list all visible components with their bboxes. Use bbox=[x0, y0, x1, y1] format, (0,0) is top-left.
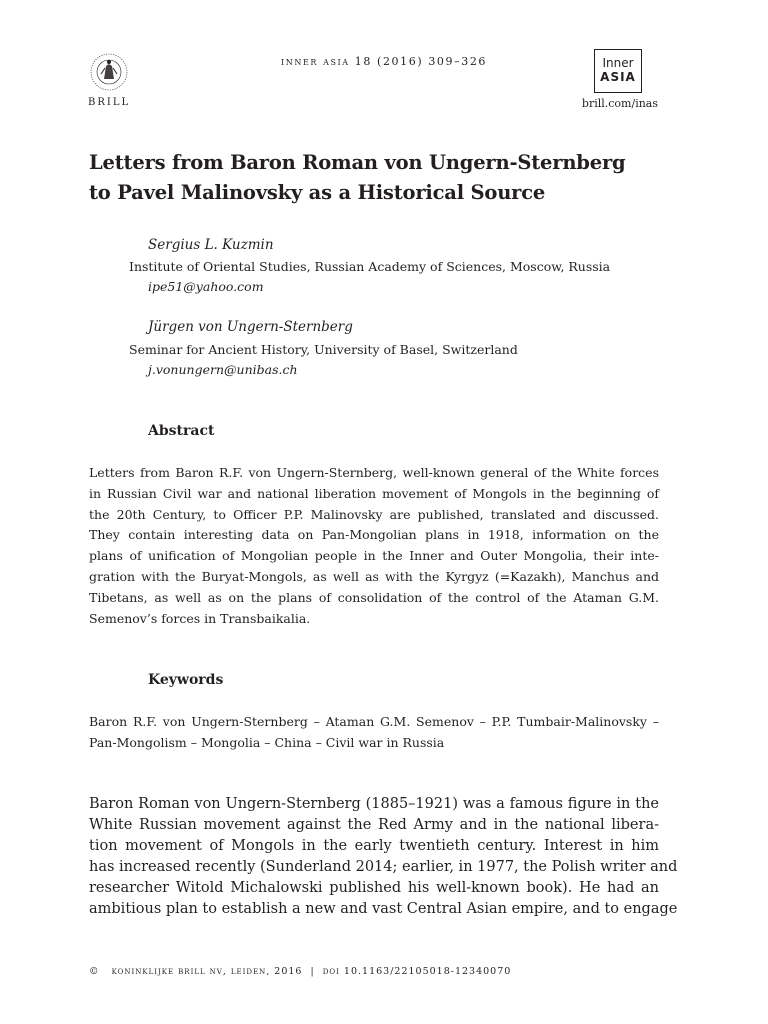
article-title bbox=[89, 148, 669, 208]
body-line: ambitious plan to establish a new and vast Central Asian empire, and to engage bbox=[89, 901, 678, 917]
publisher-name: BRILL bbox=[88, 97, 131, 108]
abstract-line: plans of unification of Mongolian people in the Inner and Outer Mongolia, their inte- bbox=[89, 548, 659, 564]
abstract-heading: Abstract bbox=[148, 423, 215, 439]
keywords-text bbox=[89, 712, 659, 754]
body-line: researcher Witold Michalowski published his well-known book). He had an bbox=[89, 880, 659, 896]
page-footer bbox=[89, 966, 511, 977]
author-email[interactable]: ipe51@yahoo.com bbox=[148, 279, 264, 294]
title-line: Letters from Baron Roman von Ungern-Sternberg bbox=[89, 151, 626, 174]
abstract-line: Semenov’s forces in Transbaikalia. bbox=[89, 610, 311, 626]
keywords-line: Pan-Mongolism – Mongolia – China – Civil war in Russia bbox=[89, 734, 445, 750]
copyright-text: koninklijke brill nv, leiden, 2016 bbox=[111, 966, 303, 977]
journal-url[interactable]: brill.com/inas bbox=[581, 97, 658, 110]
footer-separator: | bbox=[310, 966, 315, 977]
abstract-text bbox=[89, 463, 659, 629]
doi-text[interactable]: doi 10.1163/22105018-12340070 bbox=[322, 966, 512, 977]
copyright-symbol: © bbox=[89, 966, 100, 977]
author-name: Jürgen von Ungern-Sternberg bbox=[148, 319, 353, 335]
journal-logo-line1: Inner bbox=[602, 56, 634, 70]
abstract-line: the 20th Century, to Officer P.P. Malinovsky are published, translated and discussed. bbox=[89, 506, 659, 522]
author-affiliation: Seminar for Ancient History, University of Basel, Switzerland bbox=[129, 342, 518, 357]
keywords-heading: Keywords bbox=[148, 672, 224, 688]
abstract-line: Tibetans, as well as on the plans of consolidation of the control of the Ataman G.M. bbox=[89, 589, 659, 605]
body-line: has increased recently (Sunderland 2014; earlier, in 1977, the Polish writer and bbox=[89, 859, 678, 875]
abstract-line: gration with the Buryat-Mongols, as well as with the Kyrgyz (=Kazakh), Manchus and bbox=[89, 568, 659, 584]
author-email[interactable]: j.vonungern@unibas.ch bbox=[148, 362, 298, 377]
body-paragraph bbox=[89, 794, 678, 920]
body-line: White Russian movement against the Red Army and in the national libera- bbox=[89, 817, 659, 833]
title-line: to Pavel Malinovsky as a Historical Source bbox=[89, 181, 546, 204]
keywords-line: Baron R.F. von Ungern-Sternberg – Ataman G.M. Semenov – P.P. Tumbair-Malinovsky – bbox=[89, 714, 659, 729]
author-name: Sergius L. Kuzmin bbox=[148, 237, 274, 253]
abstract-line: They contain interesting data on Pan-Mongolian plans in 1918, information on the bbox=[89, 527, 659, 543]
journal-logo bbox=[594, 49, 642, 93]
journal-citation: inner asia 18 (2016) 309–326 bbox=[280, 55, 488, 68]
abstract-line: Letters from Baron R.F. von Ungern-Sternberg, well-known general of the White forces bbox=[89, 465, 659, 480]
author-affiliation: Institute of Oriental Studies, Russian Academy of Sciences, Moscow, Russia bbox=[129, 259, 611, 274]
body-line: Baron Roman von Ungern-Sternberg (1885–1921) was a famous figure in the bbox=[89, 796, 659, 812]
journal-logo-line2: ASIA bbox=[600, 70, 636, 84]
body-line: tion movement of Mongols in the early twentieth century. Interest in him bbox=[89, 838, 659, 854]
abstract-line: in Russian Civil war and national liberation movement of Mongols in the beginning of bbox=[89, 485, 659, 501]
